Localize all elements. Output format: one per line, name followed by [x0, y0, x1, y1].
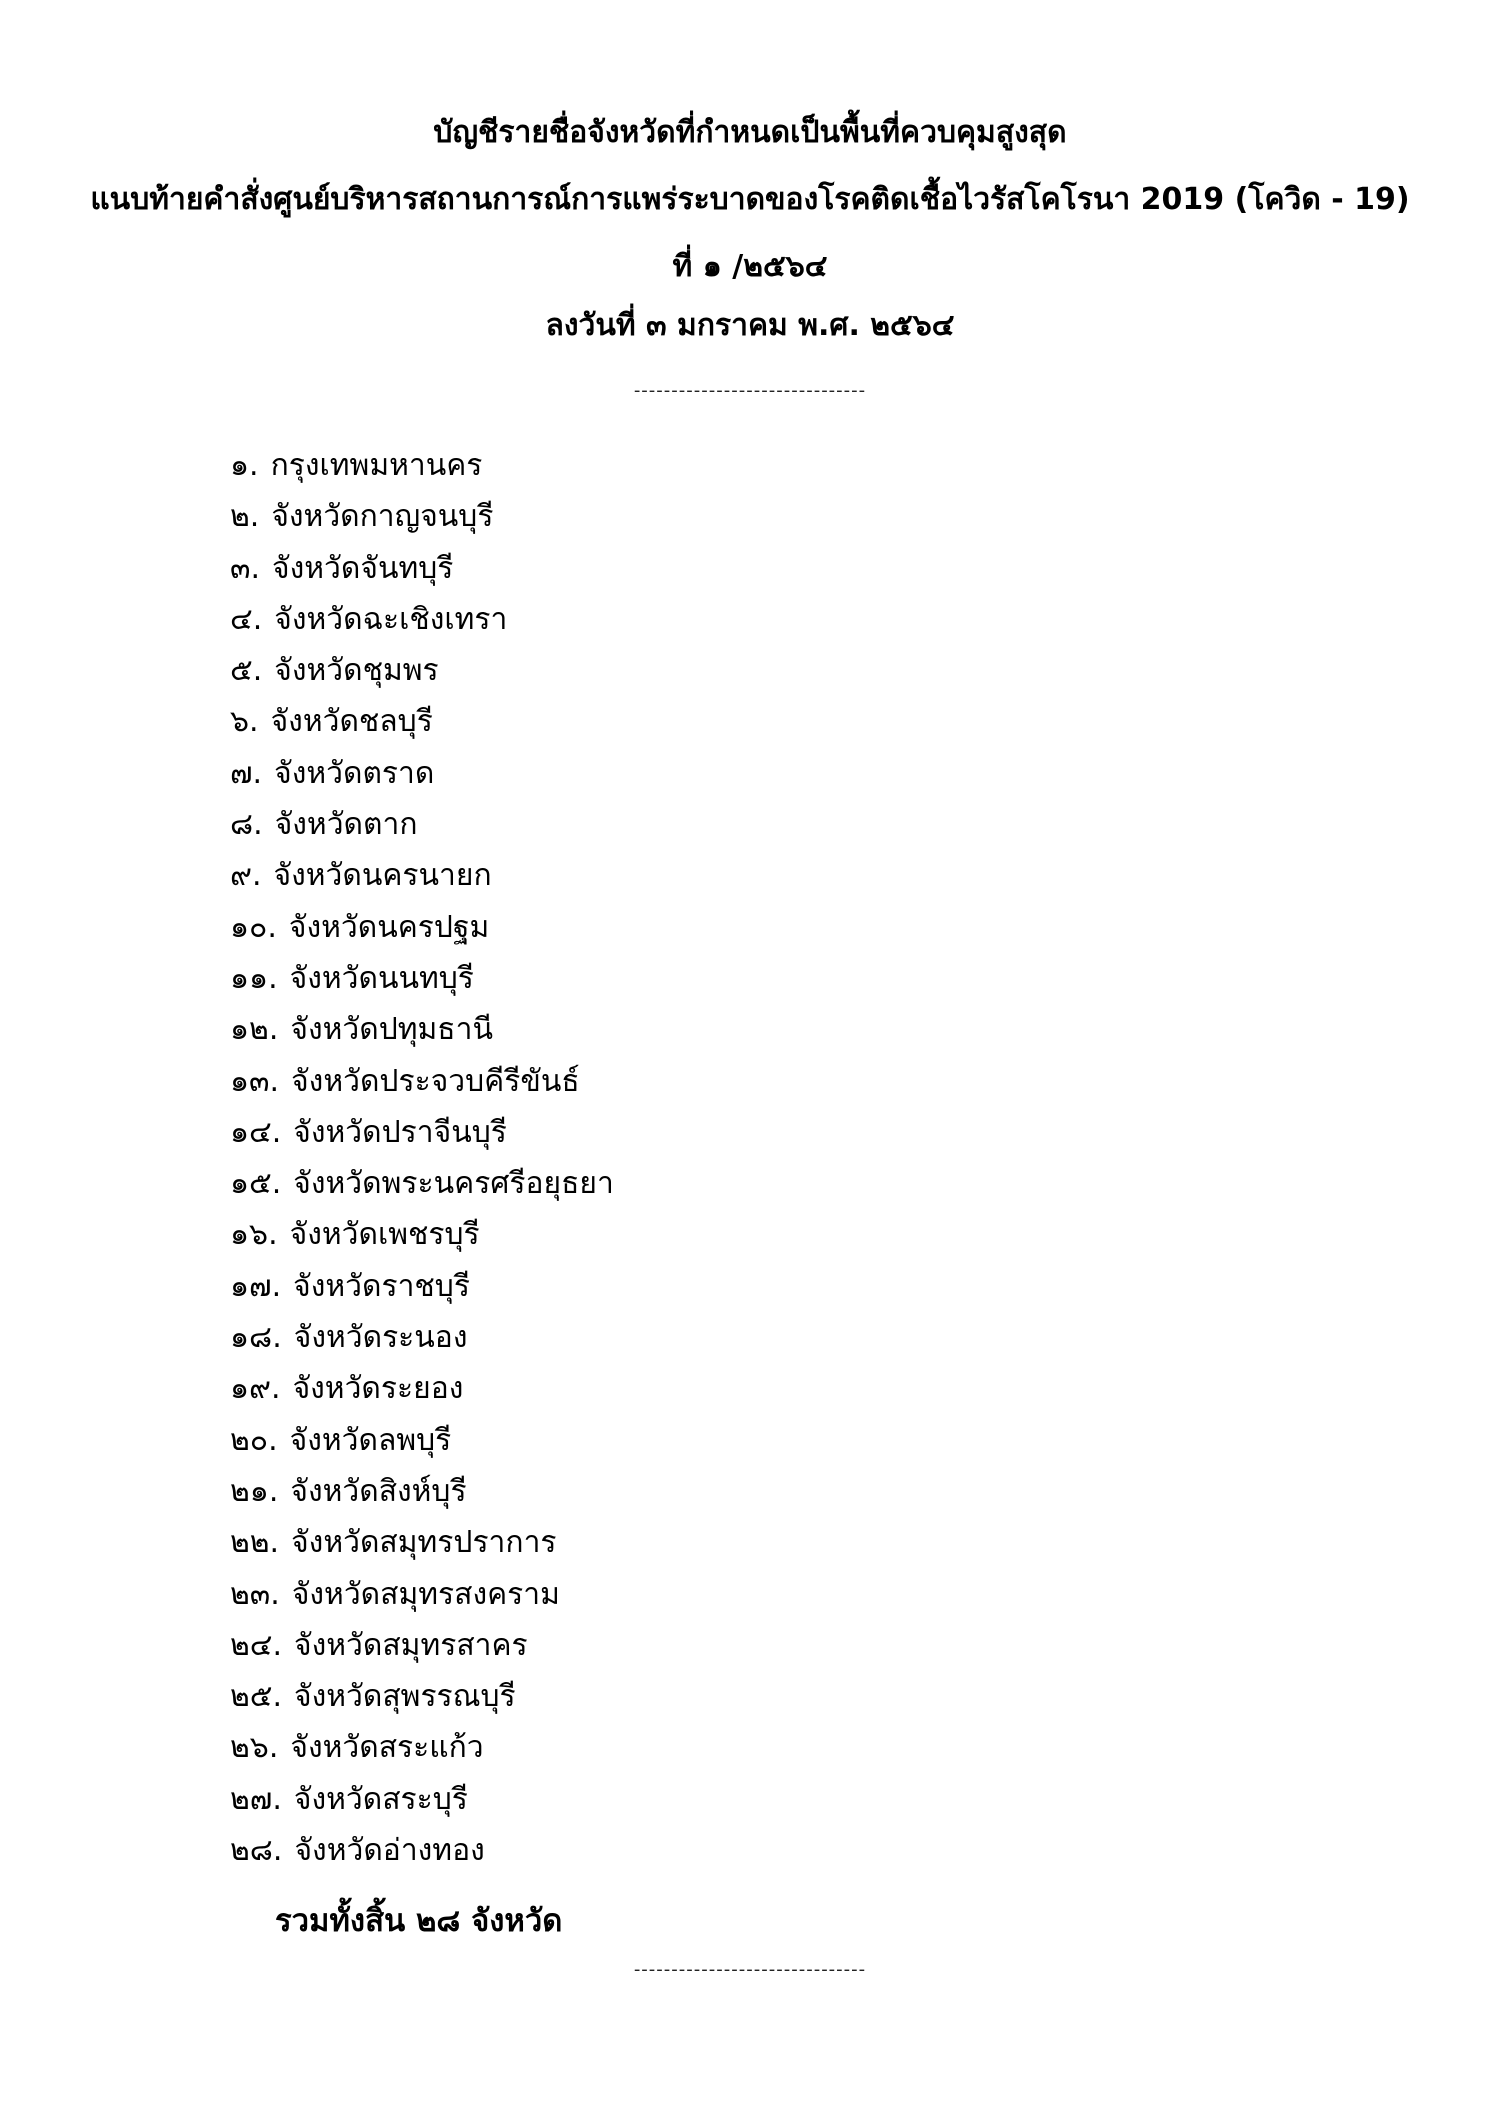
province-number: ๑๓.: [230, 1063, 280, 1099]
province-number: ๑๖.: [230, 1217, 278, 1253]
province-name: จังหวัดตาก: [274, 807, 418, 843]
province-name: จังหวัดฉะเชิงเทรา: [274, 601, 508, 637]
province-list-item: [230, 1209, 1130, 1260]
province-list-item: [230, 1620, 1130, 1671]
province-number: ๑๘.: [230, 1320, 282, 1356]
province-name: จังหวัดสมุทรสาคร: [294, 1627, 528, 1663]
province-list-item: [230, 1517, 1130, 1568]
province-number: ๒๘.: [230, 1833, 283, 1869]
province-number: ๒.: [230, 499, 260, 535]
province-list-item: [230, 1158, 1130, 1209]
province-list-item: [230, 1056, 1130, 1107]
province-list-item: [230, 594, 1130, 645]
province-list-item: [230, 1312, 1130, 1363]
province-number: ๘.: [230, 807, 263, 843]
province-name: จังหวัดนครนายก: [273, 858, 492, 894]
province-name: จังหวัดตราด: [274, 755, 435, 791]
province-name: จังหวัดราชบุรี: [293, 1268, 470, 1304]
province-number: ๑๐.: [230, 909, 277, 945]
province-number: ๑๙.: [230, 1371, 281, 1407]
province-number: ๓.: [230, 550, 261, 586]
province-name: จังหวัดประจวบคีรีขันธ์: [291, 1063, 580, 1099]
province-name: จังหวัดระนอง: [293, 1320, 468, 1356]
province-list-item: [230, 1825, 1130, 1876]
province-name: จังหวัดเพชรบุรี: [289, 1217, 480, 1253]
province-name: จังหวัดชลบุรี: [270, 704, 433, 740]
province-name: จังหวัดสระแก้ว: [290, 1730, 484, 1766]
province-number: ๒๑.: [230, 1473, 279, 1509]
province-name: จังหวัดสมุทรปราการ: [291, 1525, 557, 1561]
province-number: ๒๖.: [230, 1730, 279, 1766]
top-separator: -------------------------------: [633, 380, 867, 401]
province-number: ๑๕.: [230, 1166, 282, 1202]
province-list-item: [230, 902, 1130, 953]
province-list-item: [230, 440, 1130, 491]
province-name: จังหวัดสมุทรสงคราม: [291, 1576, 560, 1612]
province-list-item: [230, 1671, 1130, 1722]
province-list-item: [230, 645, 1130, 696]
province-list: [230, 440, 1130, 1876]
province-number: ๕.: [230, 653, 263, 689]
total-summary: รวมทั้งสิ้น ๒๘ จังหวัด: [275, 1903, 563, 1939]
province-name: กรุงเทพมหานคร: [270, 448, 483, 483]
province-number: ๒๐.: [230, 1422, 278, 1458]
province-name: จังหวัดสิงห์บุรี: [290, 1473, 467, 1509]
bottom-separator: -------------------------------: [633, 1959, 867, 1980]
province-name: จังหวัดนครปฐม: [288, 909, 490, 945]
order-number: ที่ ๑ /๒๕๖๔: [672, 249, 828, 284]
province-list-item: [230, 850, 1130, 901]
province-list-item: [230, 1722, 1130, 1773]
province-name: จังหวัดสระบุรี: [293, 1781, 468, 1817]
province-name: จังหวัดอ่างทอง: [294, 1833, 485, 1869]
province-list-item: [230, 1569, 1130, 1620]
province-list-item: [230, 799, 1130, 850]
province-list-item: [230, 1004, 1130, 1055]
province-list-item: [230, 1363, 1130, 1414]
province-list-item: [230, 491, 1130, 542]
province-number: ๑๒.: [230, 1012, 279, 1048]
province-number: ๒๔.: [230, 1627, 283, 1663]
province-number: ๙.: [230, 858, 262, 894]
province-name: จังหวัดสุพรรณบุรี: [294, 1679, 516, 1715]
province-list-item: [230, 543, 1130, 594]
province-number: ๒๒.: [230, 1525, 280, 1561]
province-list-item: [230, 1415, 1130, 1466]
province-list-item: [230, 953, 1130, 1004]
document-subtitle: แนบท้ายคำสั่งศูนย์บริหารสถานการณ์การแพร่ระบาดของโรคติดเชื้อไวรัสโคโรนา 2019 (โควิด - 19): [90, 182, 1410, 217]
province-list-item: [230, 748, 1130, 799]
province-number: ๒๕.: [230, 1679, 283, 1715]
province-name: จังหวัดจันทบุรี: [272, 550, 454, 586]
province-number: ๑๔.: [230, 1114, 282, 1150]
province-list-item: [230, 1466, 1130, 1517]
province-name: จังหวัดชุมพร: [274, 653, 439, 689]
province-list-item: [230, 1774, 1130, 1825]
province-name: จังหวัดกาญจนบุรี: [271, 499, 494, 535]
province-number: ๒๗.: [230, 1781, 282, 1817]
province-name: จังหวัดพระนครศรีอยุธยา: [293, 1166, 614, 1202]
province-number: ๑๗.: [230, 1268, 282, 1304]
province-list-item: [230, 1107, 1130, 1158]
province-name: จังหวัดปทุมธานี: [290, 1012, 493, 1048]
document-title: บัญชีรายชื่อจังหวัดที่กำหนดเป็นพื้นที่ควบคุมสูงสุด: [433, 115, 1067, 150]
province-number: ๑.: [230, 448, 259, 483]
province-number: ๑๑.: [230, 960, 278, 996]
order-date: ลงวันที่ ๓ มกราคม พ.ศ. ๒๕๖๔: [545, 308, 955, 343]
province-name: จังหวัดระยอง: [292, 1371, 464, 1407]
province-list-item: [230, 696, 1130, 747]
province-number: ๗.: [230, 755, 263, 791]
province-list-item: [230, 1261, 1130, 1312]
province-name: จังหวัดนนทบุรี: [289, 960, 474, 996]
province-number: ๔.: [230, 601, 263, 637]
province-number: ๖.: [230, 704, 259, 740]
province-number: ๒๓.: [230, 1576, 280, 1612]
province-name: จังหวัดลพบุรี: [289, 1422, 452, 1458]
province-name: จังหวัดปราจีนบุรี: [293, 1114, 507, 1150]
